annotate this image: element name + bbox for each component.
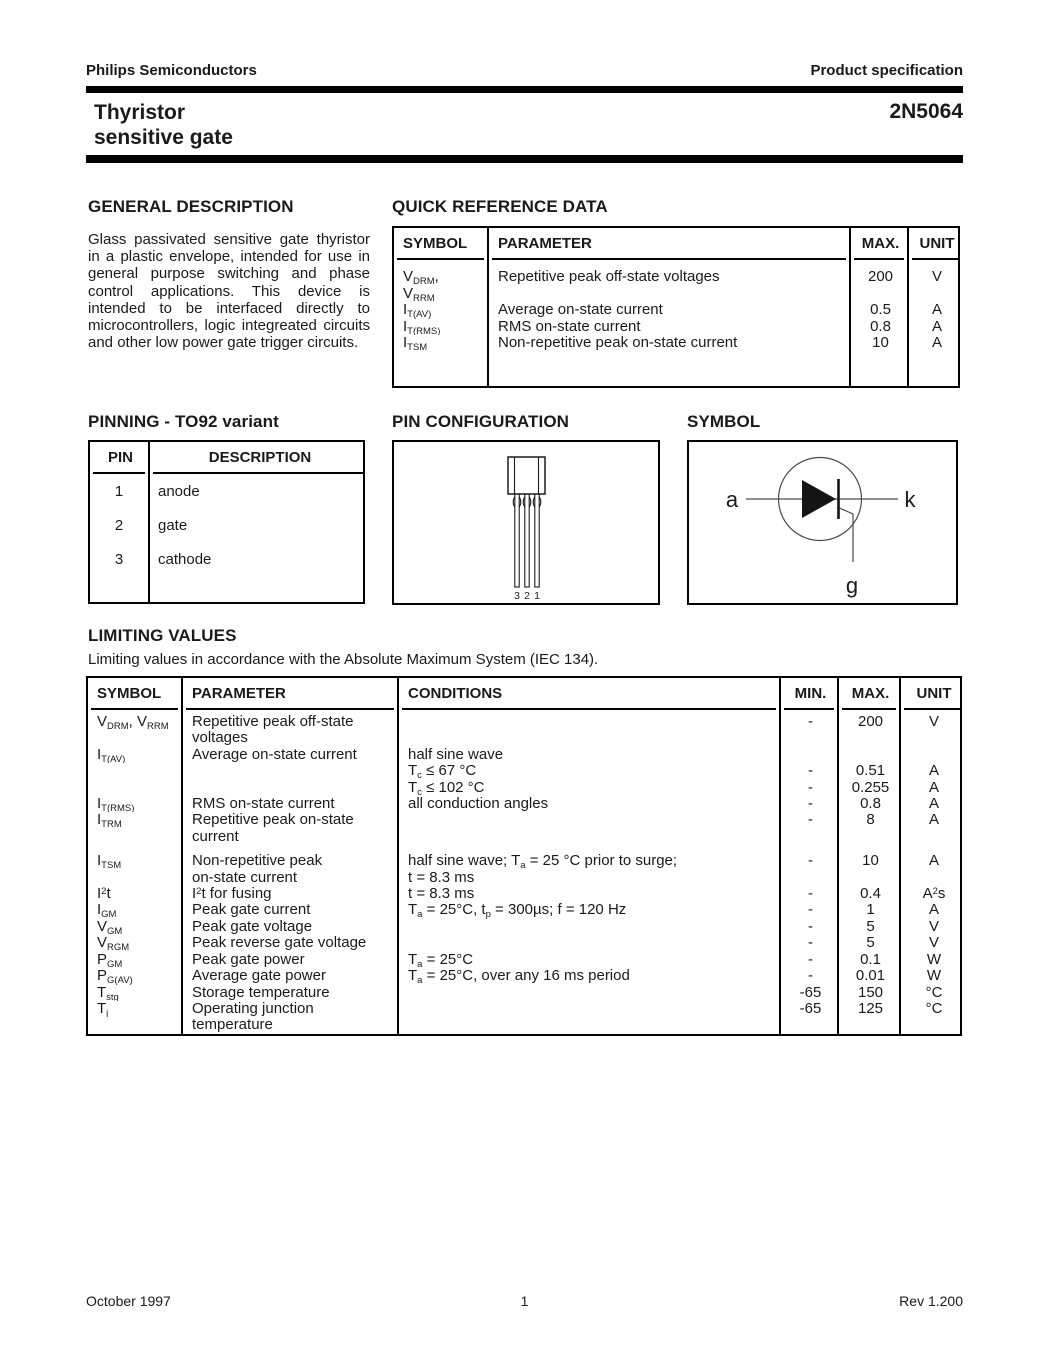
lv-symbol-cell: $V_{DRM}$, $V_{RRM}$ [97,713,169,731]
limiting-values-table [86,676,962,1036]
lv-conditions-cell [398,1001,780,1017]
lv-row [88,829,964,845]
qrd-col-symbol: SYMBOL [394,228,488,260]
lv-unit-cell: A [900,763,964,779]
lv-conditions-cell: t = 8.3 ms [398,886,780,902]
heading-limiting-values: LIMITING VALUES [88,626,237,645]
qrd-symbol-cell: $I_{T(AV)}$ [403,302,432,319]
lv-min-cell [780,747,838,763]
lv-min-cell: - [780,845,838,869]
lv-row [88,985,964,1001]
lv-max-cell: 0.255 [838,780,900,796]
cathode-label: k [904,487,916,512]
lv-min-cell [780,1017,838,1033]
qrd-row [394,260,962,286]
lv-max-cell: 150 [838,985,900,1001]
pinning-col-description: DESCRIPTION [149,442,367,474]
lv-min-cell: - [780,902,838,918]
lv-min-cell: -65 [780,1001,838,1017]
pin-number-cell: 3 [114,551,124,568]
lv-conditions-cell [398,919,780,935]
lv-col-unit: UNIT [900,678,964,710]
gate-label: g [845,573,859,598]
lv-symbol-cell: $T_j$ [97,1000,109,1018]
lv-min-cell: - [780,919,838,935]
lv-row [88,747,964,763]
lv-header-row [88,678,964,710]
header-rule [86,86,963,93]
lv-unit-cell: A [900,845,964,869]
lv-min-cell: - [780,968,838,984]
lv-symbol-cell: $T_{stg}$ [97,984,119,1001]
lv-parameter-cell: Storage temperature [182,985,398,1001]
lv-conditions-cell: $T_a = 25^\circ C$, over any 16 ms period [398,968,780,984]
pinning-row [90,474,367,508]
company-name: Philips Semiconductors [86,62,257,79]
lv-unit-cell: °C [900,1001,964,1017]
pinning-table [88,440,365,604]
symbol-box [687,440,958,605]
pin-description-cell: gate [149,508,367,542]
lv-col-conditions: CONDITIONS [398,678,780,710]
title-block [94,100,963,150]
spacer-cell [394,352,488,386]
qrd-symbol-cell: $V_{DRM}$, [403,268,439,286]
lv-symbol-cell [88,730,182,746]
qrd-max-cell [850,286,908,303]
lv-max-cell [838,1017,900,1033]
lv-col-min: MIN. [780,678,838,710]
lv-conditions-cell: $T_a = 25^\circ C$ [398,952,780,968]
lv-row [88,730,964,746]
lv-unit-cell: $A^2s$ [900,886,964,902]
lv-symbol-cell [88,870,182,886]
lv-conditions-cell [398,812,780,828]
lv-row [88,968,964,984]
footer-revision: Rev 1.200 [899,1293,963,1309]
lv-unit-cell: V [900,710,964,730]
lv-unit-cell [900,747,964,763]
lv-max-cell [838,829,900,845]
lv-max-cell: 0.1 [838,952,900,968]
pinning-col-pin: PIN [90,442,149,474]
lv-row [88,902,964,918]
qrd-symbol-cell: $I_{TSM}$ [403,335,428,352]
lv-parameter-cell: Peak gate current [182,902,398,918]
lv-conditions-cell: half sine wave [398,747,780,763]
pin-description-cell: anode [149,474,367,508]
qrd-unit-cell [908,286,962,303]
lv-parameter-cell: Non-repetitive peak [182,845,398,869]
lv-max-cell: 5 [838,935,900,951]
lv-conditions-cell: t = 8.3 ms [398,870,780,886]
lv-max-cell: 8 [838,812,900,828]
qrd-max-cell: 10 [850,335,908,352]
lv-parameter-cell [182,763,398,779]
qrd-parameter-cell [488,286,850,303]
lv-unit-cell: A [900,902,964,918]
qrd-symbol-cell: $I_{T(RMS)}$ [403,318,441,335]
qrd-row [394,319,962,336]
lv-max-cell [838,730,900,746]
lv-parameter-cell: Average on-state current [182,747,398,763]
lv-symbol-cell: $I_{TSM}$ [97,852,122,870]
lv-conditions-cell: all conduction angles [398,796,780,812]
spacer-cell [90,576,149,602]
qrd-max-cell: 0.5 [850,302,908,319]
lv-min-cell: -65 [780,985,838,1001]
lv-symbol-cell: $V_{GM}$ [97,918,123,936]
pinning-row [90,508,367,542]
lv-conditions-cell [398,1017,780,1033]
anode-label: a [725,487,739,512]
footer-page-number: 1 [520,1293,529,1309]
qrd-row [394,335,962,352]
footer-date: October 1997 [86,1293,171,1309]
lv-max-cell: 0.4 [838,886,900,902]
package-lead [515,494,519,587]
lv-min-cell [780,829,838,845]
pin-description-cell: cathode [149,542,367,576]
lv-parameter-cell: Peak gate power [182,952,398,968]
package-lead [535,494,539,587]
spacer-cell [149,576,367,602]
lv-max-cell: 0.51 [838,763,900,779]
lv-conditions-cell: $T_c \le 102$ °C [398,780,780,796]
qrd-unit-cell: V [908,260,962,286]
lv-min-cell: - [780,886,838,902]
lv-unit-cell: V [900,919,964,935]
lv-max-cell: 10 [838,845,900,869]
lv-col-parameter: PARAMETER [182,678,398,710]
lv-max-cell: 5 [838,919,900,935]
spacer-cell [908,352,962,386]
lv-parameter-cell: current [182,829,398,845]
lv-row [88,952,964,968]
table-spacer-row [394,352,962,386]
lead-label-2: 2 [524,590,530,602]
lv-symbol-cell: $V_{RGM}$ [97,935,130,952]
lv-symbol-cell: $I_{T(AV)}$ [97,746,126,764]
lv-row [88,1001,964,1017]
title-line-2: sensitive gate [94,126,233,149]
limiting-values-note: Limiting values in accordance with the Absolute Maximum System (IEC 134). [88,651,599,668]
qrd-row [394,286,962,303]
lv-parameter-cell: $I^2t$ for fusing [182,886,398,902]
lv-row [88,919,964,935]
lv-symbol-cell [88,780,182,796]
lv-max-cell: 0.8 [838,796,900,812]
lv-row [88,763,964,779]
lv-row [88,812,964,828]
lv-symbol-cell [88,829,182,845]
lv-unit-cell: °C [900,985,964,1001]
heading-symbol: SYMBOL [687,412,761,431]
lv-conditions-cell [398,985,780,1001]
lv-symbol-cell: $I_{GM}$ [97,902,117,919]
qrd-col-unit: UNIT [908,228,962,260]
lv-parameter-cell: temperature [182,1017,398,1033]
qrd-max-cell: 200 [850,260,908,286]
lv-row [88,710,964,730]
lv-conditions-cell [398,935,780,951]
part-number: 2N5064 [889,100,963,123]
lv-row [88,886,964,902]
lv-conditions-cell: half sine wave; $T_a = 25$ °C prior to surge; [398,845,780,869]
qrd-col-parameter: PARAMETER [488,228,850,260]
lv-parameter-cell: Repetitive peak off-state [182,710,398,730]
lv-symbol-cell [88,763,182,779]
lv-min-cell: - [780,763,838,779]
pinning-header-row [90,442,367,474]
lv-row [88,780,964,796]
lv-conditions-cell [398,829,780,845]
lv-unit-cell: W [900,968,964,984]
pin-configuration-box [392,440,660,605]
spacer-cell [488,352,850,386]
lv-min-cell [780,870,838,886]
lv-conditions-cell: $T_c \le 67$ °C [398,763,780,779]
lv-parameter-cell: Average gate power [182,968,398,984]
document-title [94,100,233,150]
general-description-text: Glass passivated sensitive gate thyristor in a plastic envelope, intended for use in general purpose switching and phase control applications. This device is intended to be interfaced directly to microcontrollers, logic integreated circuits and other low power gate trigger circuits. [88,231,370,352]
lv-min-cell [780,730,838,746]
package-lead [525,494,529,587]
lv-max-cell: 125 [838,1001,900,1017]
pin-number-cell: 2 [114,517,124,534]
lead-label-3: 3 [514,590,520,602]
running-header [86,62,963,79]
lv-symbol-cell: $I_{T(RMS)}$ [97,796,135,813]
lv-unit-cell: A [900,812,964,828]
lv-min-cell: - [780,812,838,828]
lv-row [88,935,964,951]
lv-unit-cell: W [900,952,964,968]
qrd-parameter-cell: Repetitive peak off-state voltages [488,260,850,286]
lv-symbol-cell: $I^2t$ [97,886,111,903]
lv-row [88,1017,964,1033]
table-spacer-row [90,576,367,602]
lv-parameter-cell: Peak gate voltage [182,919,398,935]
lv-col-max: MAX. [838,678,900,710]
page-footer [86,1293,963,1313]
lv-symbol-cell: $P_{GM}$ [97,951,123,969]
heading-pin-configuration: PIN CONFIGURATION [392,412,570,431]
qrd-symbol-cell: $V_{RRM}$ [403,285,435,302]
heading-quick-reference-data: QUICK REFERENCE DATA [392,197,608,216]
lv-max-cell: 0.01 [838,968,900,984]
title-line-1: Thyristor [94,101,186,124]
lv-col-symbol: SYMBOL [88,678,182,710]
lv-max-cell: 200 [838,710,900,730]
lv-min-cell: - [780,952,838,968]
qrd-header-row [394,228,962,260]
lv-symbol-cell: $P_{G(AV)}$ [97,968,133,985]
qrd-unit-cell: A [908,319,962,336]
lv-symbol-cell [88,1017,182,1033]
thyristor-triangle [802,480,836,518]
qrd-parameter-cell: Non-repetitive peak on-state current [488,335,850,352]
pin-number-cell: 1 [114,483,124,500]
package-body [508,457,545,494]
to92-package-drawing [394,442,658,603]
lv-unit-cell: A [900,780,964,796]
qrd-col-max: MAX. [850,228,908,260]
qrd-max-cell: 0.8 [850,319,908,336]
lv-row [88,870,964,886]
qrd-parameter-cell: RMS on-state current [488,319,850,336]
lv-unit-cell [900,870,964,886]
lv-conditions-cell [398,730,780,746]
lv-symbol-cell: $I_{TRM}$ [97,812,122,829]
lv-parameter-cell [182,780,398,796]
lv-row [88,845,964,869]
heading-pinning: PINNING - TO92 variant [88,412,279,431]
qrd-unit-cell: A [908,302,962,319]
lv-unit-cell [900,730,964,746]
lv-min-cell: - [780,935,838,951]
lv-parameter-cell: voltages [182,730,398,746]
lv-unit-cell: A [900,796,964,812]
thyristor-symbol-drawing [689,442,956,603]
quick-reference-table [392,226,960,388]
lv-max-cell: 1 [838,902,900,918]
spacer-cell [850,352,908,386]
lv-parameter-cell: Repetitive peak on-state [182,812,398,828]
lv-max-cell [838,870,900,886]
lv-conditions-cell: $T_a = 25^\circ C$, $t_p = 300\mu s$; f = 120 Hz [398,902,780,918]
pinning-row [90,542,367,576]
lv-min-cell: - [780,780,838,796]
qrd-row [394,302,962,319]
lead-label-1: 1 [534,590,540,602]
lv-unit-cell: V [900,935,964,951]
lv-min-cell: - [780,710,838,730]
spec-type-label: Product specification [810,62,963,79]
lv-parameter-cell: RMS on-state current [182,796,398,812]
lv-unit-cell [900,1017,964,1033]
qrd-unit-cell: A [908,335,962,352]
lv-min-cell: - [780,796,838,812]
lv-parameter-cell: Peak reverse gate voltage [182,935,398,951]
lv-parameter-cell: Operating junction [182,1001,398,1017]
lv-max-cell [838,747,900,763]
qrd-parameter-cell: Average on-state current [488,302,850,319]
lv-parameter-cell: on-state current [182,870,398,886]
title-rule [86,155,963,163]
lv-conditions-cell [398,710,780,730]
lv-unit-cell [900,829,964,845]
lv-row [88,796,964,812]
heading-general-description: GENERAL DESCRIPTION [88,197,294,216]
